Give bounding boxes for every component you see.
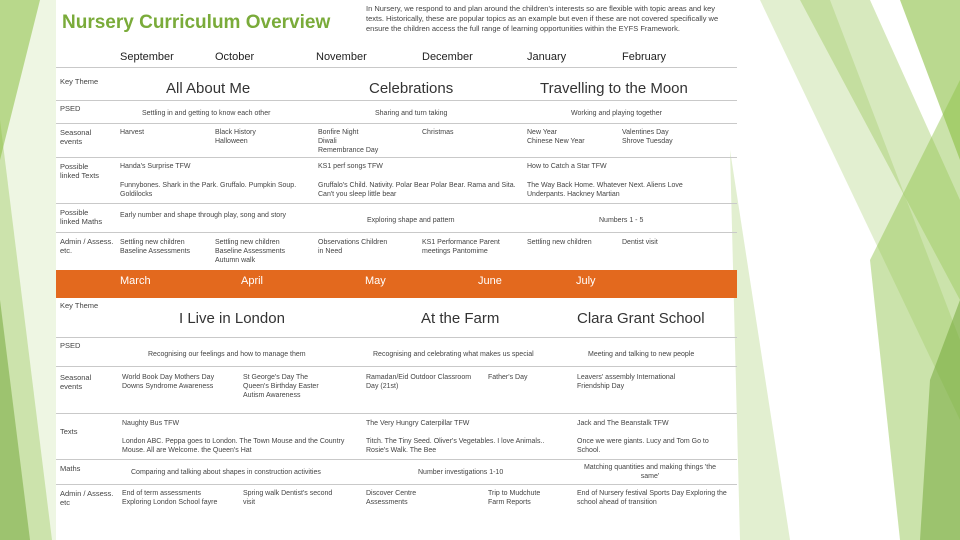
maths-item: Matching quantities and making things 'the same' <box>583 464 717 480</box>
seasonal-item: Valentines Day <box>622 129 669 136</box>
seasonal-item: Halloween <box>215 138 248 145</box>
month-may: May <box>365 275 386 287</box>
text-item: Naughty Bus TFW <box>122 420 180 427</box>
psed-cell: Settling in and getting to know each other <box>142 110 271 117</box>
divider <box>56 459 737 460</box>
row-label-key-theme: Key Theme <box>60 77 99 86</box>
divider <box>56 484 737 485</box>
divider <box>56 157 737 158</box>
seasonal-item: New Year <box>527 129 557 136</box>
seasonal-item: Chinese New Year <box>527 138 585 145</box>
admin-item: KS1 Performance Parent meetings Pantomime <box>422 239 500 255</box>
row-label-seasonal: Seasonal events <box>60 128 92 146</box>
divider <box>56 203 737 204</box>
admin-item: Trip to Mudchute Farm Reports <box>488 490 541 506</box>
intro-text: In Nursery, we respond to and plan around the children's interests so are flexible with topic areas and key texts. Historically, these are popular topics as an example but even if these are not covered specifically we ensure the children access the full range of learning opportunities within the EYFS Framework. <box>366 4 719 33</box>
seasonal-item: Black History <box>215 129 256 136</box>
admin-item: Settling new children Baseline Assessments Autumn walk <box>215 239 286 264</box>
admin-item: End of term assessments Exploring London School fayre <box>122 490 218 506</box>
month-march: March <box>120 275 151 287</box>
text-item: The Way Back Home. Whatever Next. Aliens Love Underpants. Hackney Martian <box>527 182 683 198</box>
month-november: November <box>316 51 367 63</box>
row-label-texts: Possible linked Texts <box>60 162 100 180</box>
text-item: London ABC. Peppa goes to London. The Town Mouse and the Country Mouse. All are Welcome. the Queen's Hat <box>122 438 345 454</box>
month-june: June <box>478 275 502 287</box>
seasonal-item: Shrove Tuesday <box>622 138 673 145</box>
divider <box>56 337 737 338</box>
divider <box>56 366 737 367</box>
row-label-admin: Admin / Assess. etc. <box>60 237 114 255</box>
admin-item: End of Nursery festival Sports Day Exploring the school ahead of transition <box>577 490 727 506</box>
admin-item: Discover Centre Assessments <box>366 490 417 506</box>
row-label-maths: Possible linked Maths <box>60 208 103 226</box>
psed-cell: Meeting and talking to new people <box>588 351 695 358</box>
seasonal-item: Diwali <box>318 138 337 145</box>
row-label-psed: PSED <box>60 104 81 113</box>
maths-item: Comparing and talking about shapes in construction activities <box>131 469 321 476</box>
seasonal-item: Christmas <box>422 129 454 136</box>
row-label-admin: Admin / Assess. etc <box>60 489 114 507</box>
admin-item: Observations Children in Need <box>318 239 388 255</box>
text-item: The Very Hungry Caterpillar TFW <box>366 420 470 427</box>
row-label-texts: Texts <box>60 427 78 436</box>
admin-item: Settling new children <box>527 239 592 246</box>
page-title: Nursery Curriculum Overview <box>62 12 331 33</box>
divider <box>56 123 737 124</box>
seasonal-item: Ramadan/Eid Outdoor Classroom Day (21st) <box>366 374 472 390</box>
text-item: KS1 perf songs TFW <box>318 163 383 170</box>
admin-item: Dentist visit <box>622 239 658 246</box>
admin-item: Settling new children Baseline Assessments <box>120 239 191 255</box>
seasonal-item: St George's Day The Queen's Birthday Easter Autism Awareness <box>243 374 319 399</box>
theme-all-about-me: All About Me <box>166 80 251 97</box>
month-january: January <box>527 51 567 63</box>
psed-cell: Recognising and celebrating what makes us special <box>373 351 534 358</box>
text-item: Titch. The Tiny Seed. Oliver's Vegetables. I love Animals.. Rosie's Walk. The Bee <box>366 438 545 454</box>
maths-item: Exploring shape and pattern <box>367 217 455 224</box>
seasonal-item: Bonfire Night <box>318 129 359 136</box>
seasonal-item: World Book Day Mothers Day Downs Syndrome Awareness <box>122 374 215 390</box>
seasonal-item: Father's Day <box>488 374 528 381</box>
seasonal-item: Leavers' assembly International Friendship Day <box>577 374 676 390</box>
text-item: Funnybones. Shark in the Park. Gruffalo. Pumpkin Soup. Goldilocks <box>120 182 297 198</box>
month-december: December <box>422 51 473 63</box>
theme-travelling-moon: Travelling to the Moon <box>540 80 688 97</box>
maths-item: Numbers 1 - 5 <box>599 217 644 224</box>
theme-i-live-in-london: I Live in London <box>179 310 285 327</box>
maths-item: Number investigations 1-10 <box>418 469 504 476</box>
psed-cell: Sharing and turn taking <box>375 110 448 117</box>
seasonal-item: Harvest <box>120 129 145 136</box>
divider <box>56 232 737 233</box>
maths-item: Early number and shape through play, song and story <box>120 212 287 219</box>
theme-celebrations: Celebrations <box>369 80 454 97</box>
psed-cell: Recognising our feelings and how to manage them <box>148 351 306 358</box>
admin-item: Spring walk Dentist's second visit <box>243 490 333 506</box>
divider <box>56 100 737 101</box>
text-item: Handa's Surprise TFW <box>120 163 191 170</box>
theme-at-the-farm: At the Farm <box>421 310 500 327</box>
text-item: Once we were giants. Lucy and Tom Go to School. <box>577 438 709 454</box>
month-april: April <box>241 275 264 287</box>
row-label-psed: PSED <box>60 341 81 350</box>
month-september: September <box>120 51 174 63</box>
divider <box>56 413 737 414</box>
month-february: February <box>622 51 667 63</box>
theme-clara-grant-school: Clara Grant School <box>577 310 705 327</box>
row-label-key-theme: Key Theme <box>60 301 99 310</box>
row-label-maths: Maths <box>60 464 81 473</box>
seasonal-item: Remembrance Day <box>318 147 379 154</box>
row-label-seasonal: Seasonal events <box>60 373 92 391</box>
text-item: Gruffalo's Child. Nativity. Polar Bear Polar Bear. Rama and Sita. Can't you sleep little bear <box>318 182 516 198</box>
month-july: July <box>576 275 596 287</box>
month-october: October <box>215 51 255 63</box>
psed-cell: Working and playing together <box>571 110 662 117</box>
text-item: How to Catch a Star TFW <box>527 163 607 170</box>
months-band <box>56 270 737 298</box>
text-item: Jack and The Beanstalk TFW <box>577 420 669 427</box>
divider <box>56 67 737 68</box>
